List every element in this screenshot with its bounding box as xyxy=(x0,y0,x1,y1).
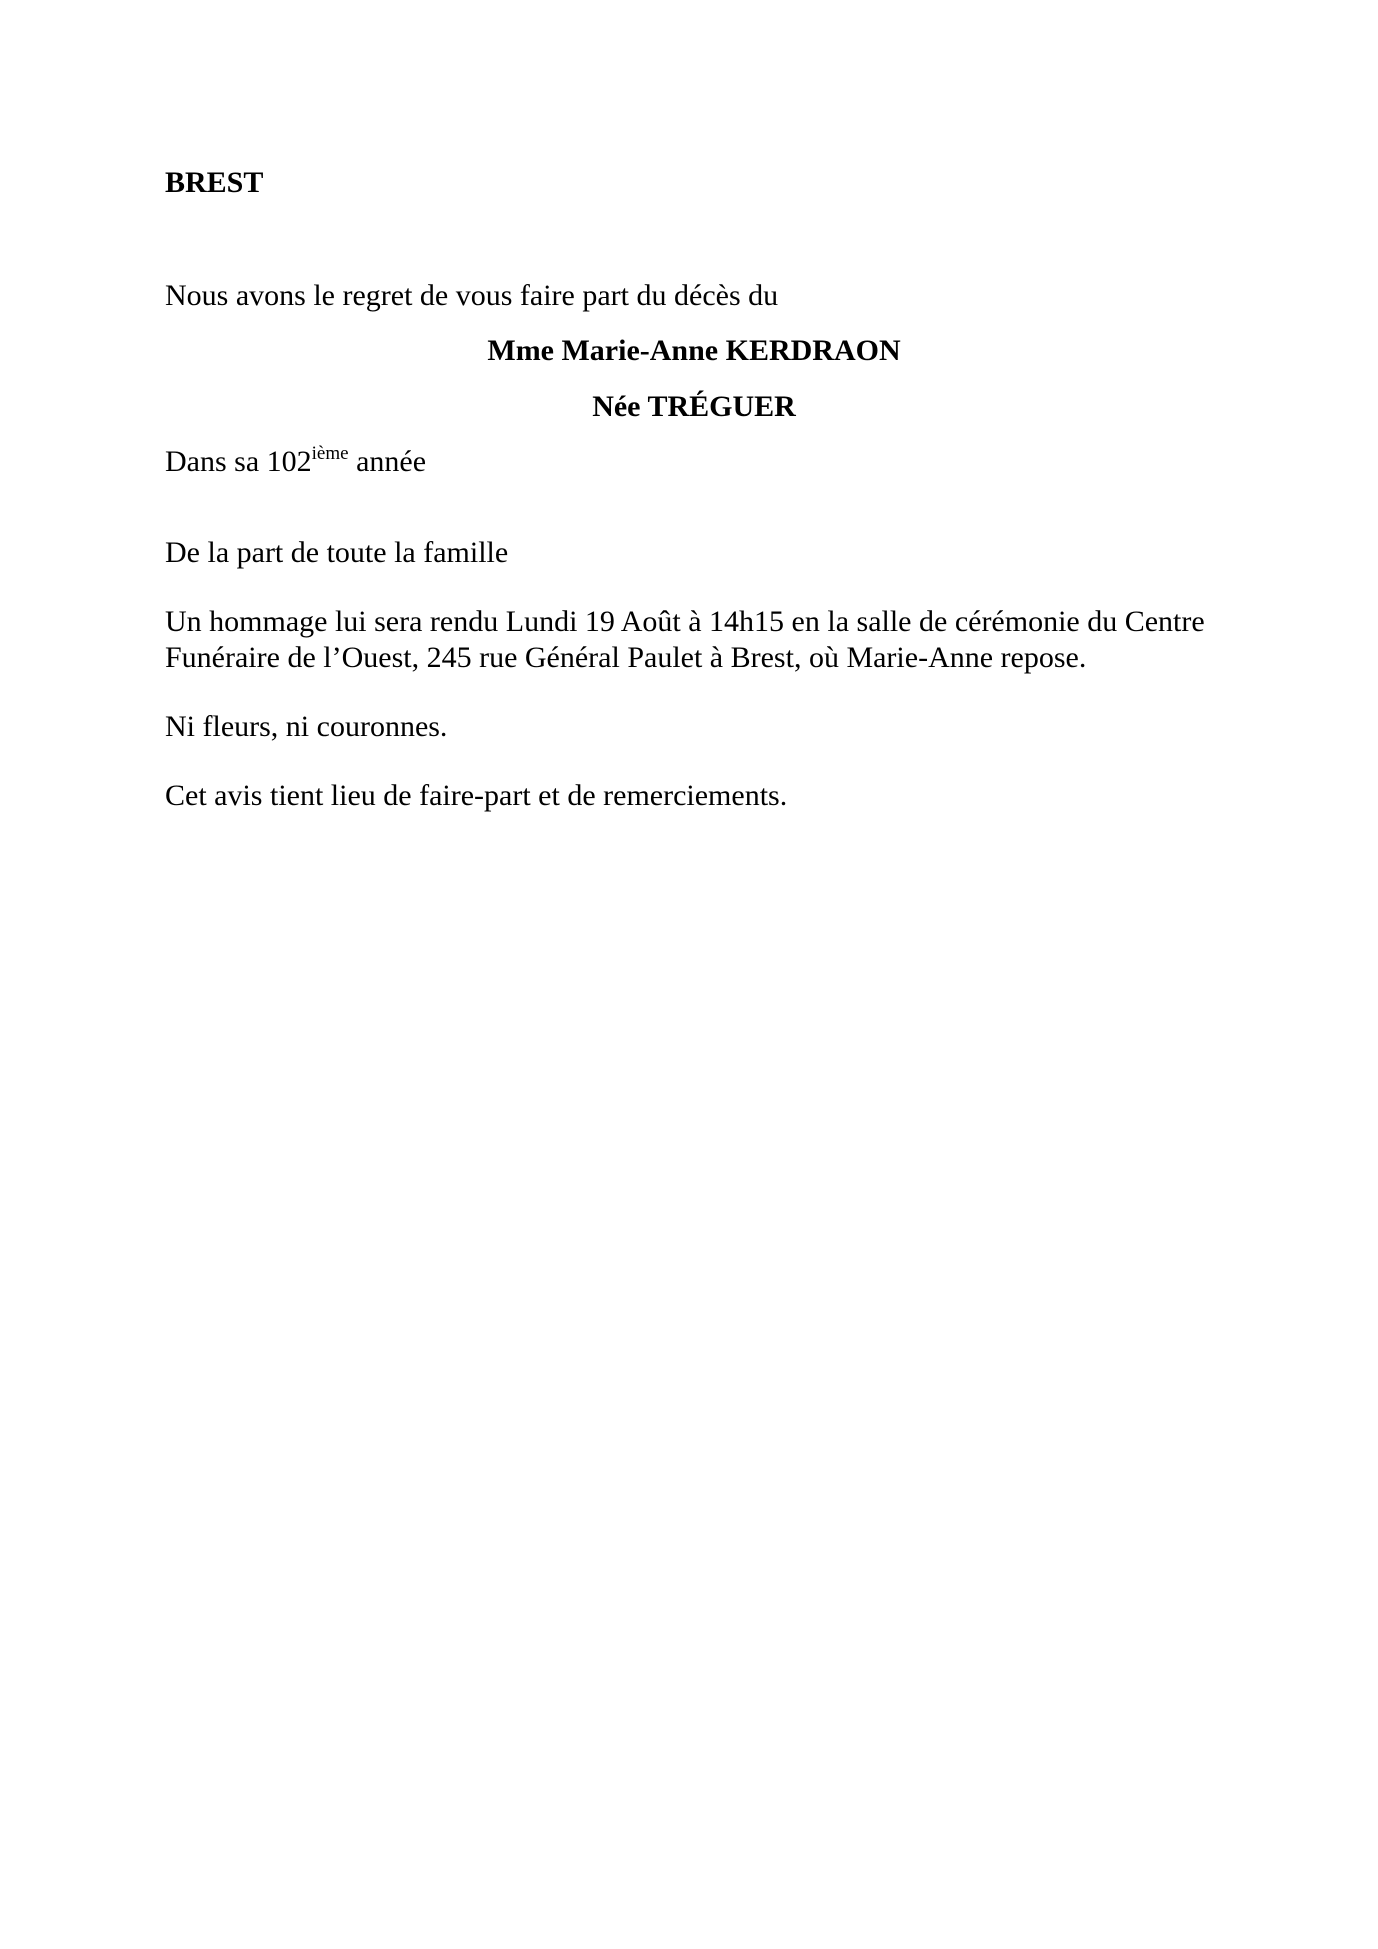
age-prefix: Dans sa 102 xyxy=(165,445,312,478)
family-text: De la part de toute la famille xyxy=(165,536,509,569)
age-superscript: ième xyxy=(311,443,349,464)
city-heading: BREST xyxy=(165,166,264,199)
age-text xyxy=(165,444,426,484)
intro-text: Nous avons le regret de vous faire part du décès du xyxy=(165,279,779,312)
maiden-name: Née TRÉGUER xyxy=(592,390,796,423)
deceased-name: Mme Marie-Anne KERDRAON xyxy=(487,334,901,367)
notice-text: Cet avis tient lieu de faire-part et de remerciements. xyxy=(165,779,788,812)
flowers-text: Ni fleurs, ni couronnes. xyxy=(165,710,448,743)
ceremony-line-2: Funéraire de l’Ouest, 245 rue Général Paulet à Brest, où Marie-Anne repose. xyxy=(165,641,1087,674)
ceremony-line-1: Un hommage lui sera rendu Lundi 19 Août à 14h15 en la salle de cérémonie du Centre xyxy=(165,605,1205,638)
age-suffix: année xyxy=(348,445,427,478)
